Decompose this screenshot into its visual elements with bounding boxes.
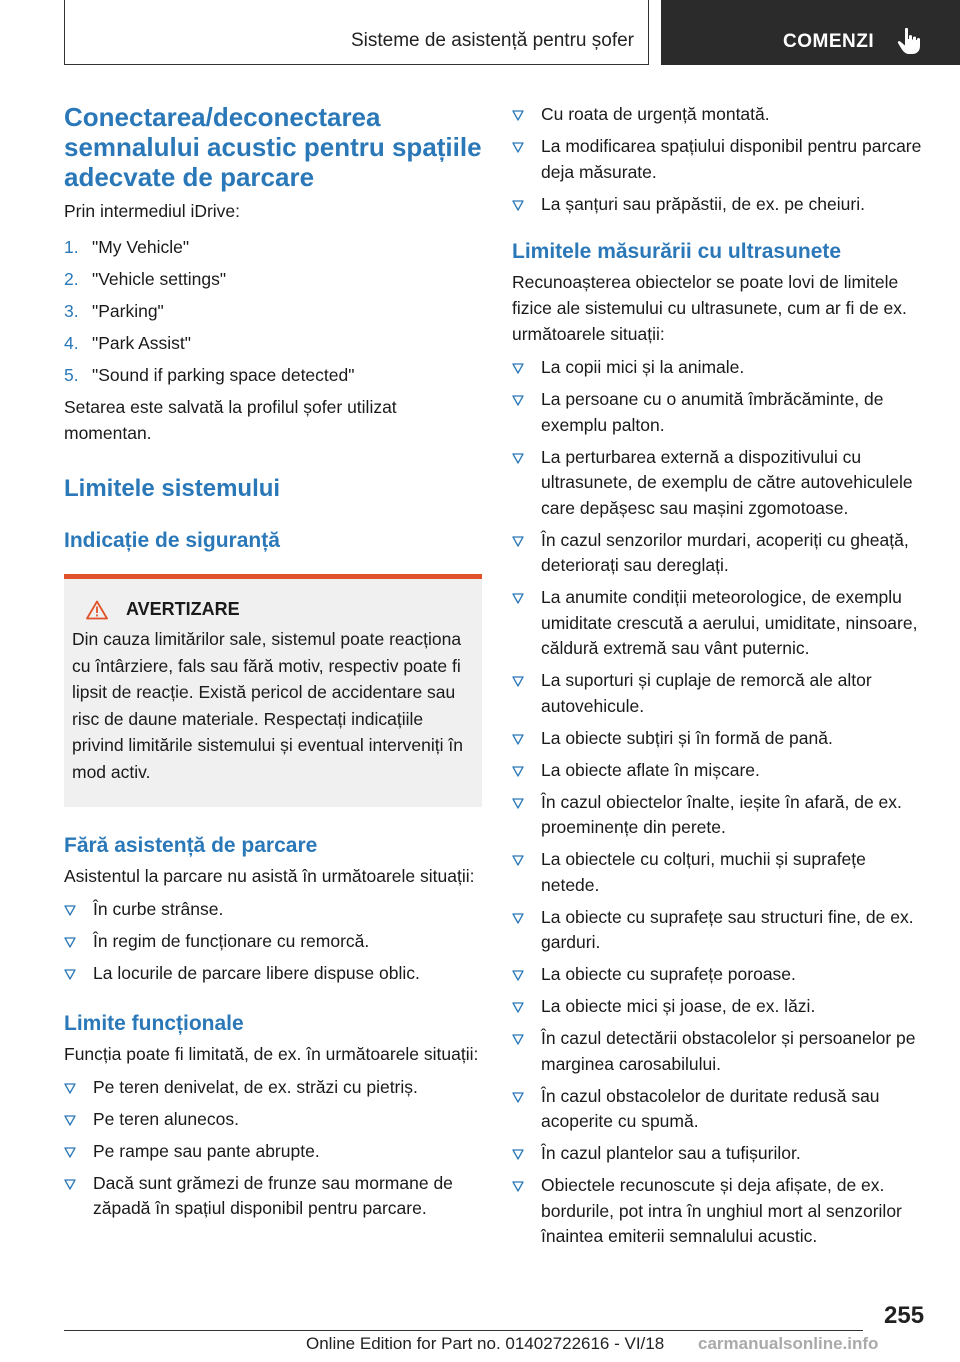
heading-sound-toggle: Conectarea/deconectarea semnalului acustic pentru spațiile adecvate de parcare bbox=[64, 102, 482, 192]
ultrasound-intro: Recunoașterea obiectelor se poate lovi de limitele fizice ale sistemului cu ultrasunete, cum ar fi de ex. următoarele situații: bbox=[512, 272, 907, 344]
list-item: La persoane cu o anumită îmbrăcăminte, de exemplu palton. bbox=[512, 387, 926, 438]
page-number: 255 bbox=[884, 1302, 925, 1329]
list-item: În cazul obstacolelor de duritate redusă sau acoperite cu spumă. bbox=[512, 1084, 926, 1135]
footer-divider bbox=[64, 1330, 863, 1331]
triangle-bullet-icon bbox=[512, 676, 524, 687]
list-item: La șanțuri sau prăpăstii, de ex. pe cheiuri. bbox=[512, 192, 926, 218]
list-item: În cazul obiectelor înalte, ieșite în afară, de ex. proeminențe din perete. bbox=[512, 790, 926, 841]
triangle-bullet-icon bbox=[512, 1181, 524, 1192]
list-item: La obiecte subțiri și în formă de pană. bbox=[512, 726, 926, 752]
triangle-bullet-icon bbox=[512, 593, 524, 604]
triangle-bullet-icon bbox=[512, 395, 524, 406]
triangle-bullet-icon bbox=[512, 110, 524, 121]
footer-edition: Online Edition for Part no. 01402722616 - VI/18 bbox=[306, 1334, 665, 1353]
heading-safety-note: Indicație de siguranță bbox=[64, 529, 280, 552]
warning-title: AVERTIZARE bbox=[126, 599, 240, 619]
triangle-bullet-icon bbox=[512, 970, 524, 981]
triangle-bullet-icon bbox=[64, 1083, 76, 1094]
left-column bbox=[64, 102, 482, 1228]
triangle-bullet-icon bbox=[512, 142, 524, 153]
triangle-bullet-icon bbox=[64, 905, 76, 916]
triangle-bullet-icon bbox=[512, 453, 524, 464]
header-section-box bbox=[64, 0, 649, 65]
warning-text: Din cauza limitărilor sale, sistemul poate reacționa cu întârziere, fals sau fără motiv, respectiv poate fi lipsit de reacție. Există pericol de accidentare sau risc de daune materiale. Respectați indicațiile privind limitările sistemului și eventual interveniți în mod activ. bbox=[72, 629, 463, 782]
functional-list-continued bbox=[512, 102, 926, 217]
list-item: La obiecte cu suprafețe sau structuri fine, de ex. garduri. bbox=[512, 905, 926, 956]
triangle-bullet-icon bbox=[64, 969, 76, 980]
triangle-bullet-icon bbox=[512, 1092, 524, 1103]
functional-list bbox=[64, 1075, 482, 1222]
list-item: La modificarea spațiului disponibil pentru parcare deja măsurate. bbox=[512, 134, 926, 185]
list-item: Obiectele recunoscute și deja afișate, de ex. bordurile, pot intra în unghiul mort al senzorilor înaintea emiterii semnalului acustic. bbox=[512, 1173, 926, 1250]
idrive-steps bbox=[64, 234, 482, 388]
list-item: Dacă sunt grămezi de frunze sau mormane de zăpadă în spațiul disponibil pentru parcare. bbox=[64, 1171, 482, 1222]
triangle-bullet-icon bbox=[64, 937, 76, 948]
list-item: La obiectele cu colțuri, muchii și suprafețe netede. bbox=[512, 847, 926, 898]
list-item: La suporturi și cuplaje de remorcă ale altor autovehicule. bbox=[512, 668, 926, 719]
list-item: La perturbarea externă a dispozitivului cu ultrasunete, de exemplu de către autovehiculele care depășesc sau mașini zgomotoase. bbox=[512, 445, 926, 522]
list-item: La locurile de parcare libere dispuse oblic. bbox=[64, 961, 482, 987]
triangle-bullet-icon bbox=[512, 913, 524, 924]
triangle-bullet-icon bbox=[512, 200, 524, 211]
list-item: În cazul plantelor sau a tufișurilor. bbox=[512, 1141, 926, 1167]
list-item: La obiecte aflate în mișcare. bbox=[512, 758, 926, 784]
header-tab[interactable] bbox=[661, 0, 960, 65]
footer-watermark: carmanualsonline.info bbox=[698, 1334, 879, 1353]
triangle-bullet-icon bbox=[512, 1149, 524, 1160]
right-column bbox=[512, 102, 926, 1256]
idrive-intro: Prin intermediul iDrive: bbox=[64, 201, 241, 221]
warning-triangle-icon bbox=[86, 600, 108, 620]
ultrasound-list bbox=[512, 355, 926, 1250]
list-item: 4. "Park Assist" bbox=[64, 333, 191, 353]
triangle-bullet-icon bbox=[64, 1179, 76, 1190]
hand-pointer-icon bbox=[897, 27, 923, 55]
list-item: La copii mici și la animale. bbox=[512, 355, 926, 381]
triangle-bullet-icon bbox=[512, 536, 524, 547]
list-item: La obiecte cu suprafețe poroase. bbox=[512, 962, 926, 988]
list-item: 5. "Sound if parking space detected" bbox=[64, 365, 355, 385]
no-assist-list bbox=[64, 897, 482, 987]
saved-note: Setarea este salvată la profilul șofer utilizat momentan. bbox=[64, 397, 397, 443]
triangle-bullet-icon bbox=[512, 855, 524, 866]
triangle-bullet-icon bbox=[512, 734, 524, 745]
list-item: În cazul detectării obstacolelor și persoanelor pe marginea carosabilului. bbox=[512, 1026, 926, 1077]
list-item: La anumite condiții meteorologice, de exemplu umiditate crescută a aerului, umiditate, ninsoare, căldură extremă sau vânt puternic. bbox=[512, 585, 926, 662]
heading-no-assist: Fără asistență de parcare bbox=[64, 834, 318, 857]
list-item: Cu roata de urgență montată. bbox=[512, 102, 926, 128]
heading-functional-limits: Limite funcționale bbox=[64, 1011, 244, 1035]
list-item: Pe teren alunecos. bbox=[64, 1107, 482, 1133]
triangle-bullet-icon bbox=[64, 1115, 76, 1126]
triangle-bullet-icon bbox=[512, 798, 524, 809]
triangle-bullet-icon bbox=[512, 1002, 524, 1013]
warning-box bbox=[64, 574, 482, 807]
header-tab-label: COMENZI bbox=[783, 31, 875, 52]
header-section-title: Sisteme de asistență pentru șofer bbox=[350, 30, 634, 51]
list-item: Pe teren denivelat, de ex. străzi cu pietriș. bbox=[64, 1075, 482, 1101]
list-item: În regim de funcționare cu remorcă. bbox=[64, 929, 482, 955]
triangle-bullet-icon bbox=[512, 363, 524, 374]
functional-intro: Funcția poate fi limitată, de ex. în următoarele situații: bbox=[64, 1043, 479, 1064]
list-item: Pe rampe sau pante abrupte. bbox=[64, 1139, 482, 1165]
heading-ultrasound-limits: Limitele măsurării cu ultrasunete bbox=[512, 240, 842, 263]
list-item: La obiecte mici și joase, de ex. lăzi. bbox=[512, 994, 926, 1020]
no-assist-intro: Asistentul la parcare nu asistă în următoarele situații: bbox=[64, 866, 475, 886]
list-item: 2. "Vehicle settings" bbox=[64, 269, 227, 289]
list-item: În cazul senzorilor murdari, acoperiți cu gheață, deteriorați sau dereglați. bbox=[512, 528, 926, 579]
triangle-bullet-icon bbox=[512, 1034, 524, 1045]
list-item: 3. "Parking" bbox=[64, 301, 164, 321]
triangle-bullet-icon bbox=[64, 1147, 76, 1158]
list-item: În curbe strânse. bbox=[64, 897, 482, 923]
triangle-bullet-icon bbox=[512, 766, 524, 777]
heading-system-limits: Limitele sistemului bbox=[64, 475, 281, 502]
list-item: 1. "My Vehicle" bbox=[64, 237, 190, 257]
